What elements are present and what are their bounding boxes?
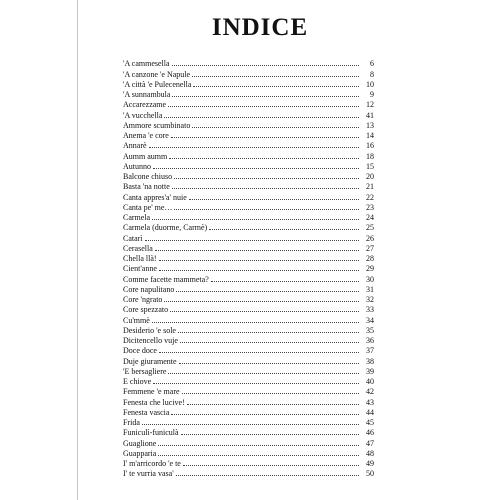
toc-entry[interactable] [123, 468, 374, 478]
toc-entry[interactable] [123, 150, 374, 160]
toc-entry-title: 'A cammesella [123, 59, 170, 69]
toc-entry-title: 'E bersagliere [123, 366, 167, 376]
toc-dot-leader [152, 322, 359, 323]
toc-entry-title: Dicitencello vuje [123, 336, 178, 345]
toc-entry-title: Duje giuramente [123, 356, 177, 366]
toc-entry-title: Accarezzame [123, 100, 167, 110]
toc-dot-leader [171, 414, 359, 415]
toc-entry-title: I' te vurria vasa' [123, 469, 174, 479]
toc-entry-title: Guaglione [123, 438, 157, 448]
toc-dot-leader [164, 117, 359, 118]
toc-entry[interactable] [123, 212, 374, 222]
toc-entry[interactable] [123, 304, 374, 314]
toc-entry-page-number: 43 [366, 397, 374, 407]
toc-dot-leader [178, 332, 359, 333]
toc-entry-page-number: 18 [366, 151, 374, 161]
toc-entry-page-number: 31 [366, 284, 374, 294]
toc-dot-leader [209, 229, 359, 230]
toc-entry-page-number: 9 [370, 90, 374, 99]
toc-entry[interactable] [123, 79, 374, 89]
page-title: INDICE [211, 14, 309, 41]
toc-entry-page-number: 12 [366, 100, 374, 110]
toc-entry-page-number: 49 [366, 459, 374, 468]
toc-dot-leader [176, 291, 359, 292]
toc-entry[interactable] [123, 417, 374, 427]
toc-entry[interactable] [123, 273, 374, 283]
toc-entry-page-number: 50 [366, 469, 374, 479]
toc-dot-leader [169, 158, 359, 159]
toc-entry[interactable] [123, 140, 374, 150]
toc-dot-leader [211, 281, 359, 282]
toc-entry[interactable] [123, 243, 374, 253]
toc-dot-leader [172, 188, 359, 189]
toc-entry-page-number: 48 [366, 448, 374, 458]
toc-entry-title: Comme facette mammeta? [123, 274, 209, 284]
toc-entry-page-number: 10 [366, 79, 374, 89]
toc-entry-page-number: 36 [366, 336, 374, 345]
toc-entry[interactable] [123, 58, 374, 68]
toc-entry-title: Femmene 'e mare [123, 387, 180, 397]
toc-entry[interactable] [123, 191, 374, 201]
toc-entry-title: Canta appres'a' nuie [123, 192, 187, 202]
toc-entry[interactable] [123, 171, 374, 181]
toc-entry-title: Chella llà! [123, 254, 157, 263]
toc-entry-title: Core spezzato [123, 305, 169, 315]
toc-dot-leader [153, 168, 359, 169]
toc-dot-leader [187, 404, 359, 405]
toc-entry-title: Fenesta vascia [123, 407, 170, 417]
toc-entry[interactable] [123, 109, 374, 119]
toc-dot-leader [174, 209, 359, 210]
toc-entry[interactable] [123, 232, 374, 242]
toc-entry-page-number: 25 [366, 223, 374, 233]
toc-entry-page-number: 28 [366, 254, 374, 263]
toc-entry-title: Cu'mmè [123, 315, 150, 325]
toc-entry[interactable] [123, 335, 374, 345]
toc-entry-title: Carmela (duorme, Carmè) [123, 223, 208, 233]
toc-entry-page-number: 21 [366, 182, 374, 192]
toc-entry[interactable] [123, 130, 374, 140]
toc-dot-leader [172, 96, 359, 97]
toc-dot-leader [153, 383, 359, 384]
toc-entry-page-number: 13 [366, 120, 374, 130]
toc-entry[interactable] [123, 99, 374, 109]
table-of-contents [123, 58, 374, 478]
toc-entry-title: Anema 'e core [123, 131, 169, 140]
toc-entry-page-number: 37 [366, 346, 374, 356]
toc-entry-title: 'A vucchella [123, 110, 163, 120]
toc-dot-leader [159, 270, 359, 271]
toc-entry-page-number: 22 [366, 192, 374, 202]
toc-dot-leader [149, 147, 359, 148]
toc-entry-page-number: 15 [366, 161, 374, 171]
toc-dot-leader [170, 311, 359, 312]
toc-entry-title: Aumm aumm [123, 151, 168, 161]
toc-entry[interactable] [123, 89, 374, 99]
toc-entry-title: I' m'arricordo 'e te [123, 459, 181, 468]
toc-entry[interactable] [123, 376, 374, 386]
toc-entry-title: Core 'ngrato [123, 295, 163, 304]
toc-entry-page-number: 33 [366, 305, 374, 315]
toc-dot-leader [142, 424, 359, 425]
toc-entry-title: Desiderio 'e sole [123, 325, 176, 335]
toc-entry[interactable] [123, 68, 374, 78]
toc-entry-page-number: 20 [366, 172, 374, 181]
toc-entry[interactable] [123, 386, 374, 396]
toc-entry[interactable] [123, 437, 374, 447]
toc-entry[interactable] [123, 294, 374, 304]
toc-entry-page-number: 40 [366, 377, 374, 386]
toc-entry-page-number: 38 [366, 356, 374, 366]
toc-entry[interactable] [123, 314, 374, 324]
toc-entry-page-number: 35 [366, 325, 374, 335]
toc-entry-title: E chiove [123, 377, 152, 386]
toc-entry[interactable] [123, 202, 374, 212]
toc-entry[interactable] [123, 222, 374, 232]
toc-entry[interactable] [123, 181, 374, 191]
toc-entry-page-number: 24 [366, 213, 374, 222]
toc-entry-page-number: 16 [366, 141, 374, 151]
toc-dot-leader [158, 445, 359, 446]
toc-dot-leader [192, 76, 359, 77]
toc-dot-leader [158, 455, 359, 456]
toc-dot-leader [159, 260, 359, 261]
toc-entry-page-number: 34 [366, 315, 374, 325]
toc-entry-page-number: 26 [366, 233, 374, 243]
toc-dot-leader [180, 342, 359, 343]
toc-dot-leader [168, 373, 359, 374]
toc-entry-page-number: 45 [366, 418, 374, 427]
toc-dot-leader [164, 301, 359, 302]
toc-entry[interactable] [123, 458, 374, 468]
toc-dot-leader [168, 106, 359, 107]
toc-dot-leader [181, 434, 359, 435]
toc-entry-page-number: 14 [366, 131, 374, 140]
toc-dot-leader [189, 199, 359, 200]
toc-entry-title: Ammore scumbinato [123, 120, 191, 130]
toc-entry[interactable] [123, 355, 374, 365]
toc-dot-leader [192, 127, 359, 128]
toc-entry-title: Fenesta che lucive! [123, 397, 185, 407]
toc-entry[interactable] [123, 448, 374, 458]
toc-dot-leader [152, 219, 359, 220]
toc-dot-leader [183, 465, 359, 466]
toc-dot-leader [172, 65, 359, 66]
toc-entry-title: Catarì [123, 233, 143, 243]
toc-dot-leader [145, 240, 359, 241]
toc-entry-page-number: 44 [366, 407, 374, 417]
toc-entry[interactable] [123, 345, 374, 355]
toc-entry-title: 'A canzone 'e Napule [123, 69, 191, 79]
toc-entry-title: 'A città 'e Pulecenella [123, 79, 192, 89]
toc-entry-page-number: 29 [366, 264, 374, 274]
toc-entry-title: 'A sunnambula [123, 90, 171, 99]
toc-entry[interactable] [123, 161, 374, 171]
toc-entry-page-number: 8 [370, 69, 374, 79]
toc-entry-page-number: 30 [366, 274, 374, 284]
toc-dot-leader [182, 393, 359, 394]
toc-entry-title: Guapparia [123, 448, 157, 458]
toc-entry[interactable] [123, 396, 374, 406]
toc-dot-leader [171, 137, 359, 138]
toc-entry[interactable] [123, 253, 374, 263]
toc-entry[interactable] [123, 263, 374, 273]
toc-dot-leader [179, 363, 359, 364]
toc-entry-title: Cient'anne [123, 264, 157, 274]
toc-entry-page-number: 47 [366, 438, 374, 448]
toc-entry-page-number: 42 [366, 387, 374, 397]
toc-entry-page-number: 6 [370, 59, 374, 69]
toc-dot-leader [159, 352, 359, 353]
toc-entry-page-number: 46 [366, 428, 374, 438]
toc-entry-page-number: 39 [366, 366, 374, 376]
toc-entry[interactable] [123, 407, 374, 417]
toc-dot-leader [174, 178, 359, 179]
toc-entry-page-number: 41 [366, 110, 374, 120]
toc-entry-title: Autunno [123, 161, 151, 171]
toc-entry-title: Cerasella [123, 243, 153, 253]
toc-entry-title: Balcone chiuso [123, 172, 173, 181]
toc-entry[interactable] [123, 427, 374, 437]
toc-entry-title: Frida [123, 418, 140, 427]
page-spine-line [77, 0, 78, 500]
toc-dot-leader [176, 475, 359, 476]
toc-entry-title: Canta pe' me… [123, 202, 173, 212]
toc-dot-leader [193, 86, 359, 87]
toc-dot-leader [155, 250, 359, 251]
toc-entry[interactable] [123, 325, 374, 335]
toc-entry[interactable] [123, 366, 374, 376]
toc-entry-title: Basta 'na notte [123, 182, 170, 192]
toc-entry-page-number: 23 [366, 202, 374, 212]
toc-entry-title: Core napulitano [123, 284, 175, 294]
toc-entry-title: Funiculì-funiculà [123, 428, 179, 438]
toc-entry[interactable] [123, 284, 374, 294]
toc-entry[interactable] [123, 120, 374, 130]
toc-entry-title: Doce doce [123, 346, 157, 356]
toc-entry-title: Annarè [123, 141, 147, 151]
toc-entry-page-number: 27 [366, 243, 374, 253]
toc-entry-page-number: 32 [366, 295, 374, 304]
toc-entry-title: Carmela [123, 213, 151, 222]
